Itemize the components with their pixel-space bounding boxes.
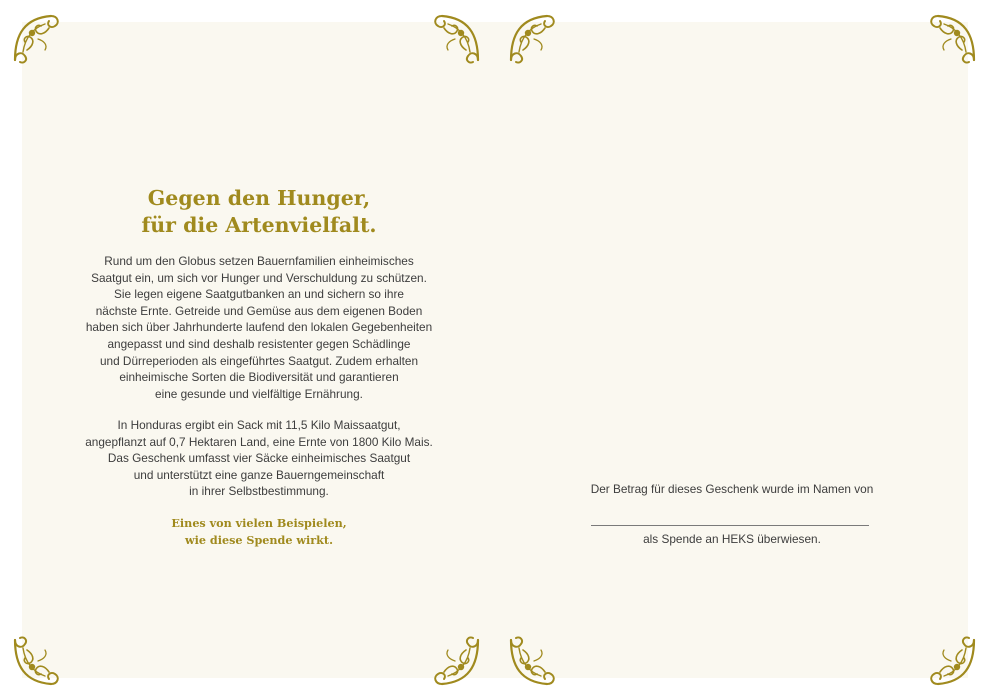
intro-paragraph <box>22 253 496 402</box>
flourish-corner-icon <box>11 12 63 64</box>
tagline <box>22 515 496 549</box>
card-title <box>22 185 496 239</box>
text-line: angepflanzt auf 0,7 Hektaren Land, eine Ernte von 1800 Kilo Mais. <box>85 434 433 449</box>
text-line: und unterstützt eine ganze Bauerngemeinschaft <box>133 467 385 482</box>
text-line: In Honduras ergibt ein Sack mit 11,5 Kilo Maissaatgut, <box>117 418 401 432</box>
card-left-panel <box>22 22 496 678</box>
example-paragraph <box>22 417 496 500</box>
flourish-corner-icon <box>507 12 559 64</box>
text-line: Sie legen eigene Saatgutbanken an und sichern so ihre <box>114 287 404 302</box>
text-line: angepasst und sind deshalb resistenter gegen Schädlinge <box>107 336 411 351</box>
flourish-corner-icon <box>926 636 978 688</box>
tagline-line: Eines von vielen Beispielen, <box>171 516 347 530</box>
donor-name-line <box>591 525 869 526</box>
flourish-corner-icon <box>926 12 978 64</box>
flourish-corner-icon <box>507 636 559 688</box>
greeting-card <box>22 22 968 678</box>
text-line: Saatgut ein, um sich vor Hunger und Verschuldung zu schützen. <box>91 270 427 285</box>
text-line: Das Geschenk umfasst vier Säcke einheimisches Saatgut <box>107 451 411 466</box>
text-line: einheimische Sorten die Biodiversität und garantieren <box>119 370 399 385</box>
text-line: und Dürreperioden als eingeführtes Saatgut. Zudem erhalten <box>99 353 419 368</box>
gift-dedication-text: Der Betrag für dieses Geschenk wurde im Namen von <box>590 482 874 496</box>
flourish-corner-icon <box>430 12 482 64</box>
text-line: Rund um den Globus setzen Bauernfamilien einheimisches <box>104 254 414 268</box>
gift-donation-text: als Spende an HEKS überwiesen. <box>643 532 821 546</box>
card-title-line: für die Artenvielfalt. <box>141 213 377 237</box>
card-right-panel <box>496 22 968 678</box>
text-line: nächste Ernte. Getreide und Gemüse aus dem eigenen Boden <box>95 303 423 318</box>
flourish-corner-icon <box>11 636 63 688</box>
flourish-corner-icon <box>430 636 482 688</box>
text-line: in ihrer Selbstbestimmung. <box>189 484 329 499</box>
card-title-line: Gegen den Hunger, <box>147 186 371 210</box>
text-line: haben sich über Jahrhunderte laufend den lokalen Gegebenheiten <box>85 320 433 335</box>
tagline-line: wie diese Spende wirkt. <box>185 533 333 547</box>
text-line: eine gesunde und vielfältige Ernährung. <box>155 386 363 401</box>
